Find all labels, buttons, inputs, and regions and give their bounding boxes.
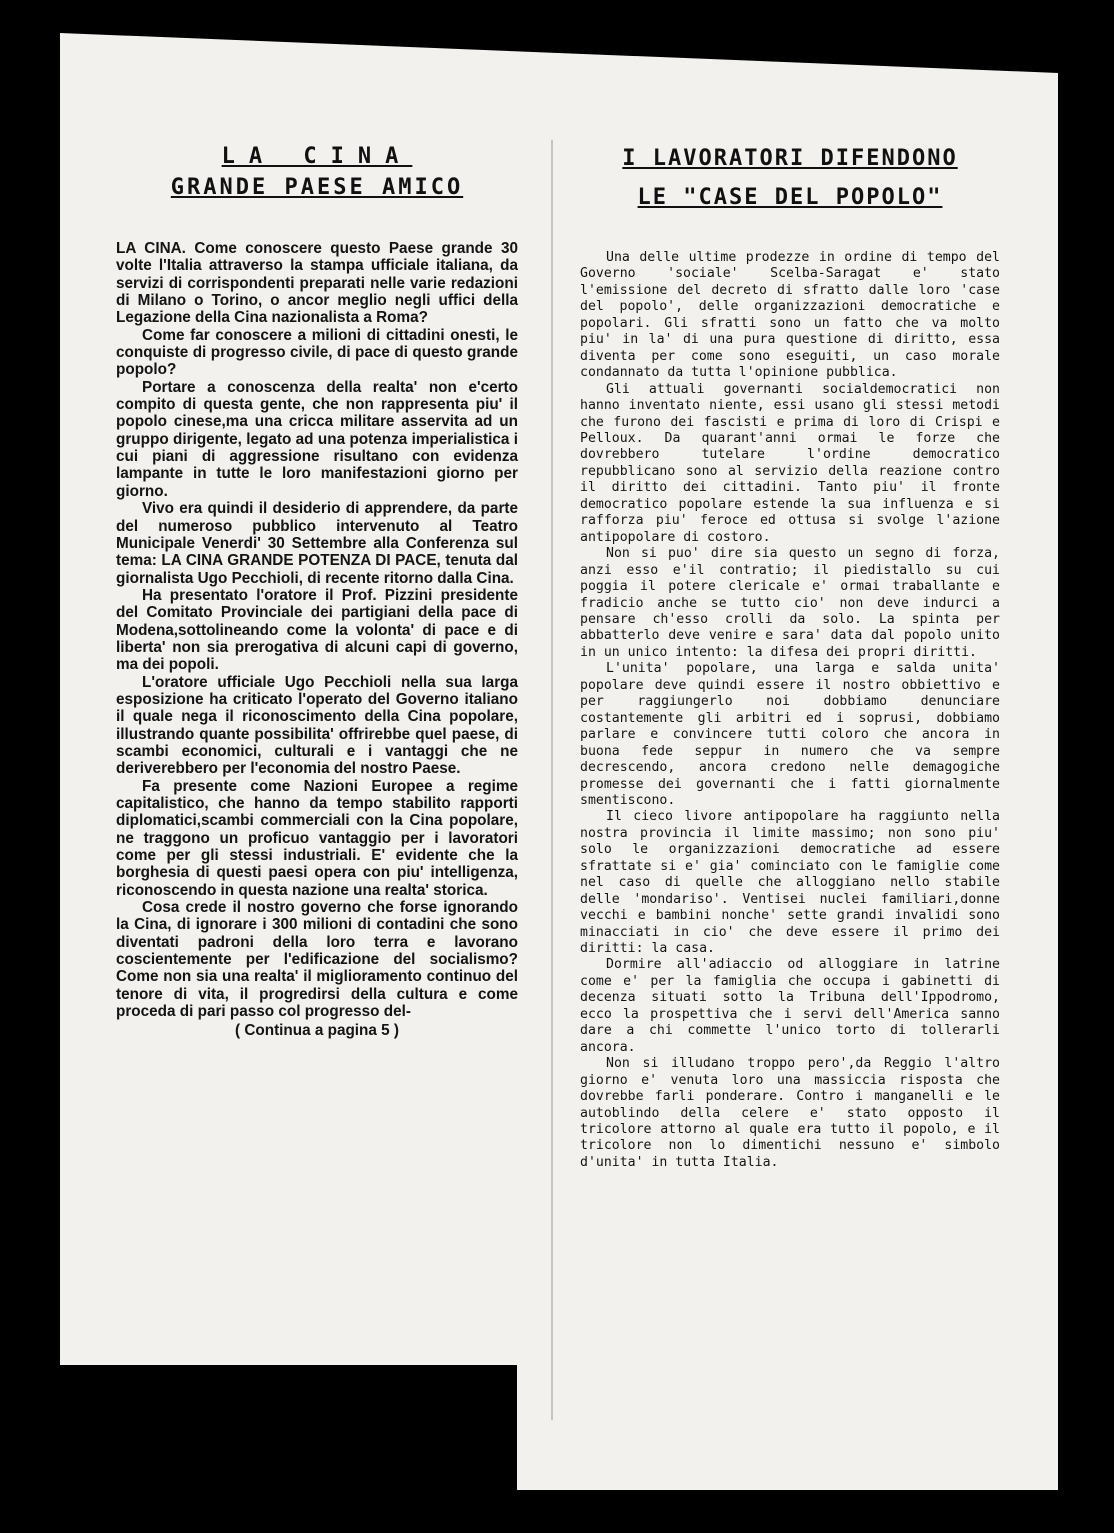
article-paragraph: Fa presente come Nazioni Europee a regime capitalistico, che hanno da tempo stabilito rapporti diplomatici,scambi commerciali con la Cina popolare, ne traggono un proficuo vantaggio per i lavoratori come per gli stessi industriali. E' evidente che la borghesia di questi paesi opera con piu' intelligenza, riconoscendo in questa nazione una realta' storica. <box>116 777 518 899</box>
column-divider <box>551 140 553 1420</box>
article-body <box>580 250 1000 1171</box>
article-title-line1: I LAVORATORI DIFENDONO <box>622 146 958 171</box>
article-paragraph: Il cieco livore antipopolare ha raggiunto nella nostra provincia il limite massimo; non sono piu' solo le organizzazioni democratiche ad essere sfrattate si e' gia' cominciato con le famiglie come nel caso di quelle che alloggiano nello stabile delle 'mondariso'. Ventisei nuclei familiari,donne vecchi e bambini nonche' sette grandi invalidi sono minacciati in cio' che deve essere il primo dei diritti: la casa. <box>580 809 1000 957</box>
article-paragraph: Portare a conoscenza della realta' non e'certo compito di questa gente, che non rappresenta piu' il popolo cinese,ma una cricca militare asservita ad un gruppo dirigente, legato ad una potenza imperialistica i cui piani di aggressione risultano con evidenza lampante in tutte le loro manifestazioni giorno per giorno. <box>116 378 518 500</box>
article-paragraph: Come far conoscere a milioni di cittadini onesti, le conquiste di progresso civile, di pace di questo grande popolo? <box>116 326 518 379</box>
article-paragraph: Cosa crede il nostro governo che forse ignorando la Cina, di ignorare i 300 milioni di contadini che sono diventati padroni della loro terra e lavorano coscientemente per l'edificazione del socialismo? Come non sia una realta' il miglioramento continuo del tenore di vita, il progredirsi della cultura e come proceda di pari passo col progresso del- <box>116 899 518 1021</box>
article-title-line2: GRANDE PAESE AMICO <box>170 175 464 200</box>
article-paragraph: Ha presentato l'oratore il Prof. Pizzini presidente del Comitato Provinciale dei partigiani della pace di Modena,sottolineando come la volonta' di pace e di liberta' non sia prerogativa di alcuni capi di governo, ma dei popoli. <box>116 586 518 674</box>
article-title-line1: LA CINA <box>221 144 413 169</box>
article-paragraph: Dormire all'adiaccio od alloggiare in latrine come e' per la famiglia che occupa i gabinetti di decenza situati sotto la Tribuna dell'Ippodromo, ecco la prospettiva che i servi dell'America sanno dare a chi commette l'unico torto di tollerarli ancora. <box>580 957 1000 1055</box>
article-title-line2: LE "CASE DEL POPOLO" <box>637 185 943 210</box>
article-body <box>116 240 518 1040</box>
article-paragraph: L'oratore ufficiale Ugo Pecchioli nella sua larga esposizione ha criticato l'operato del Governo italiano il quale nega il riconoscimento della Cina popolare, illustrando quante possibilita' offrirebbe quel paese, di scambi economici, culturali e i vantaggi che ne deriverebbero per l'economia del nostro Paese. <box>116 673 518 778</box>
article-la-cina <box>116 140 518 1040</box>
article-paragraph: LA CINA. Come conoscere questo Paese grande 30 volte l'Italia attraverso la stampa ufficiale italiana, da servizi di corrispondenti preparati nelle varie redazioni di Milano o Torino, o ancor meglio negli uffici della Legazione della Cina nazionalista a Roma? <box>116 240 518 327</box>
article-paragraph: Non si puo' dire sia questo un segno di forza, anzi esso e'il contratio; il piedistallo su cui poggia il potere clericale e' ormai traballante e fradicio anche se tutto cio' non deve indurci a pensare ch'esso crolli da solo. La spinta per abbatterlo deve venire e sara' data dal popolo unito in un unico intento: la difesa dei propri diritti. <box>580 546 1000 660</box>
article-paragraph: L'unita' popolare, una larga e salda unita' popolare deve quindi essere il nostro obbiettivo e per raggiungerlo noi dobbiamo denunciare costantemente gli arbitri ed i soprusi, dobbiamo parlare e convincere tutti coloro che ancora in buona fede seppur in numero che va sempre decrescendo, ancora credono nelle demagogiche promesse dei governanti che i fatti giornalmente smentiscono. <box>580 661 1000 808</box>
article-paragraph: Non si illudano troppo pero',da Reggio l'altro giorno e' venuta loro una massiccia risposta che dovrebbe farli ponderare. Contro i manganelli e le autoblindo della celere e' stato opposto il tricolore attorno al quale era tutto il popolo, e il tricolore non lo dimentichi nessuno e' simbolo d'unita' in tutta Italia. <box>580 1056 1000 1170</box>
article-paragraph: Vivo era quindi il desiderio di apprendere, da parte del numeroso pubblico intervenuto al Teatro Municipale Venerdi' 30 Settembre alla Conferenza sul tema: LA CINA GRANDE POTENZA DI PACE, tenuta dal giornalista Ugo Pecchioli, di recente ritorno dalla Cina. <box>116 500 518 587</box>
article-paragraph: Una delle ultime prodezze in ordine di tempo del Governo 'sociale' Scelba-Saragat e' stato l'emissione del decreto di sfratto dalle loro 'case del popolo', delle organizzazioni democratiche e popolari. Gli sfratti sono un fatto che va molto piu' in la' di una pura questione di diritto, essa diventa per come sono eseguiti, un caso morale condannato da tutta l'opinione pubblica. <box>580 250 1000 381</box>
article-case-del-popolo <box>580 140 1000 1171</box>
article-paragraph: Gli attuali governanti socialdemocratici non hanno inventato niente, essi usano gli stessi metodi che furono dei fascisti e prima di loro di Crispi e Pelloux. Da quarant'anni ormai le forze che dovrebbero tutelare l'ordine democratico repubblicano sono al servizio della reazione contro il diritto dei cittadini. Tanto piu' il fronte democratico popolare estende la sua influenza e si rafforza piu' feroce ed ottusa si svolge l'azione antipopolare di costoro. <box>580 381 1000 545</box>
continued-note: ( Continua a pagina 5 ) <box>234 1022 400 1040</box>
newspaper-page-extension <box>517 1360 1058 1490</box>
